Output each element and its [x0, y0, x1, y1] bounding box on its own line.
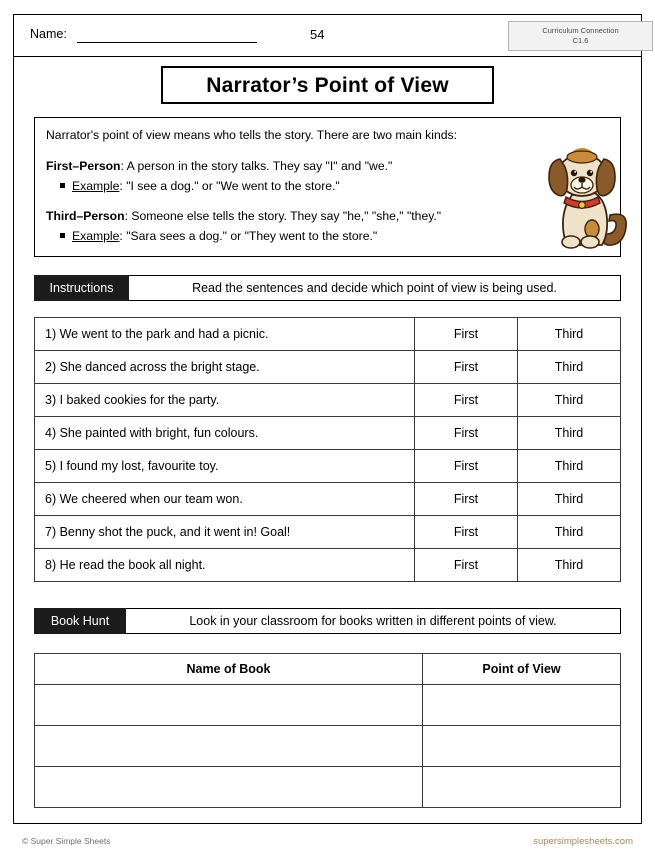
table-row[interactable] [35, 685, 621, 726]
option-first[interactable]: First [415, 450, 518, 483]
option-first[interactable]: First [415, 549, 518, 582]
column-header-name-of-book: Name of Book [35, 654, 423, 685]
book-pov-cell[interactable] [423, 685, 621, 726]
column-header-point-of-view: Point of View [423, 654, 621, 685]
dog-illustration-icon [540, 143, 630, 251]
question-text: 1) We went to the park and had a picnic. [35, 318, 415, 351]
option-first[interactable]: First [415, 516, 518, 549]
question-text: 3) I baked cookies for the party. [35, 384, 415, 417]
first-person-definition [46, 158, 392, 174]
option-first[interactable]: First [415, 351, 518, 384]
page-number: 54 [310, 27, 325, 42]
first-person-example [60, 178, 340, 194]
option-first[interactable]: First [415, 483, 518, 516]
questions-table [34, 317, 621, 582]
third-person-label: Third–Person [46, 209, 125, 223]
curriculum-connection-box [508, 21, 653, 51]
info-intro: Narrator's point of view means who tells the story. There are two main kinds: [46, 128, 458, 142]
first-person-label: First–Person [46, 159, 121, 173]
question-text: 4) She painted with bright, fun colours. [35, 417, 415, 450]
name-label: Name: [30, 27, 67, 41]
option-third[interactable]: Third [518, 549, 621, 582]
page-title-text: Narrator’s Point of View [206, 74, 449, 97]
table-row[interactable] [35, 726, 621, 767]
book-pov-cell[interactable] [423, 767, 621, 808]
instructions-bar [34, 275, 621, 301]
option-third[interactable]: Third [518, 384, 621, 417]
table-row[interactable] [35, 450, 621, 483]
question-text: 2) She danced across the bright stage. [35, 351, 415, 384]
table-row[interactable] [35, 384, 621, 417]
option-third[interactable]: Third [518, 351, 621, 384]
book-name-cell[interactable] [35, 767, 423, 808]
book-pov-cell[interactable] [423, 726, 621, 767]
table-row[interactable] [35, 483, 621, 516]
option-first[interactable]: First [415, 417, 518, 450]
question-text: 8) He read the book all night. [35, 549, 415, 582]
info-box [34, 117, 621, 257]
option-third[interactable]: Third [518, 483, 621, 516]
book-hunt-table [34, 653, 621, 808]
curriculum-label: Curriculum Connection [542, 26, 619, 35]
table-row[interactable] [35, 351, 621, 384]
option-third[interactable]: Third [518, 516, 621, 549]
question-text: 7) Benny shot the puck, and it went in! Goal! [35, 516, 415, 549]
table-row[interactable] [35, 767, 621, 808]
footer-website: supersimplesheets.com [533, 836, 633, 847]
bullet-square-icon [60, 183, 65, 188]
book-hunt-tag: Book Hunt [34, 608, 126, 634]
instructions-text: Read the sentences and decide which point of view is being used. [129, 275, 621, 301]
curriculum-code: C1.6 [572, 36, 589, 45]
question-text: 6) We cheered when our team won. [35, 483, 415, 516]
third-person-example-text: : "Sara sees a dog." or "They went to the store." [119, 229, 378, 243]
book-hunt-bar [34, 608, 621, 634]
name-input-line[interactable] [77, 42, 257, 43]
first-person-example-text: : "I see a dog." or "We went to the store." [119, 179, 340, 193]
book-name-cell[interactable] [35, 726, 423, 767]
option-third[interactable]: Third [518, 417, 621, 450]
question-text: 5) I found my lost, favourite toy. [35, 450, 415, 483]
instructions-tag: Instructions [34, 275, 129, 301]
table-row[interactable] [35, 549, 621, 582]
table-row[interactable] [35, 318, 621, 351]
first-person-text: : A person in the story talks. They say "I" and "we." [120, 159, 393, 173]
footer-copyright: © Super Simple Sheets [22, 836, 111, 846]
first-person-example-label: Example [72, 179, 120, 193]
third-person-example-label: Example [72, 229, 120, 243]
book-name-cell[interactable] [35, 685, 423, 726]
option-third[interactable]: Third [518, 318, 621, 351]
third-person-example [60, 228, 377, 244]
book-hunt-header-row [35, 654, 621, 685]
header [14, 15, 641, 57]
page-title [161, 66, 494, 104]
option-third[interactable]: Third [518, 450, 621, 483]
option-first[interactable]: First [415, 318, 518, 351]
book-hunt-text: Look in your classroom for books written in different points of view. [126, 608, 621, 634]
table-row[interactable] [35, 417, 621, 450]
bullet-square-icon [60, 233, 65, 238]
option-first[interactable]: First [415, 384, 518, 417]
table-row[interactable] [35, 516, 621, 549]
third-person-text: : Someone else tells the story. They say "he," "she," "they." [124, 209, 442, 223]
third-person-definition [46, 208, 441, 224]
